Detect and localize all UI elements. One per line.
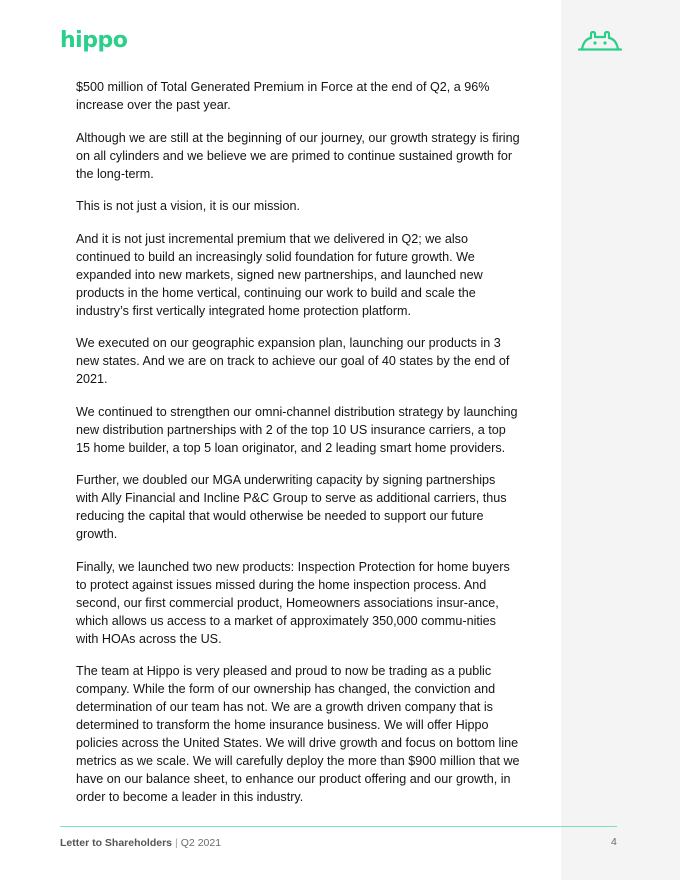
- paragraph: And it is not just incremental premium that we delivered in Q2; we also continued to build an increasingly solid foundation for future growth. We expanded into new markets, signed new partnerships, and launched new products in the home vertical, continuing our work to build and scale the industry’s first vertically integrated home protection platform.: [76, 231, 483, 318]
- paragraph: We continued to strengthen our omni-channel distribution strategy by launching new distribution partnerships with 2 of the top 10 US insurance carriers, a top 15 home builder, a top 5 loan originator, and 2 leading smart home providers.: [76, 404, 518, 455]
- paragraph: We executed on our geographic expansion plan, launching our products in 3 new states. And we are on track to achieve our goal of 40 states by the end of 2021.: [76, 336, 510, 386]
- footer-divider: [60, 826, 617, 827]
- footer-title: Letter to Shareholders: [60, 837, 173, 849]
- paragraph: $500 million of Total Generated Premium in Force at the end of Q2, a 96% increase over the past year.: [76, 80, 490, 112]
- footer-period: Q2 2021: [180, 837, 222, 849]
- paragraph: This is not just a vision, it is our mission.: [76, 199, 300, 213]
- letter-body: [76, 78, 520, 821]
- hippo-logo: hippo: [60, 28, 128, 53]
- footer-label: [60, 837, 221, 849]
- page-number: 4: [611, 836, 617, 848]
- hippo-mascot-icon: [578, 30, 622, 52]
- paragraph: Although we are still at the beginning of our journey, our growth strategy is firing on all cylinders and we believe we are primed to continue sustained growth for the long-term.: [76, 130, 520, 181]
- paragraph: Finally, we launched two new products: Inspection Protection for home buyers to protect against issues missed during the home inspection process. And second, our first commercial product, Homeowners associations insur-ance, which allows us access to a market of approximately 350,000 commu-nities with HOAs across the US.: [76, 559, 510, 646]
- paragraph: Further, we doubled our MGA underwriting capacity by signing partnerships with Ally Financial and Incline P&C Group to serve as additional carriers, thus reducing the capital that would otherwise be needed to support our future growth.: [76, 473, 507, 541]
- side-panel: [561, 0, 680, 880]
- footer-separator: |: [175, 837, 178, 849]
- paragraph: The team at Hippo is very pleased and proud to now be trading as a public company. While the form of our ownership has changed, the conviction and determination of our team has not. We are a growth driven company that is determined to transform the home insurance business. We will offer Hippo policies across the United States. We will drive growth and focus on bottom line metrics as we scale. We will carefully deploy the more than $900 million that we have on our balance sheet, to enhance our product offering and our growth, in order to become a leader in this industry.: [76, 664, 520, 804]
